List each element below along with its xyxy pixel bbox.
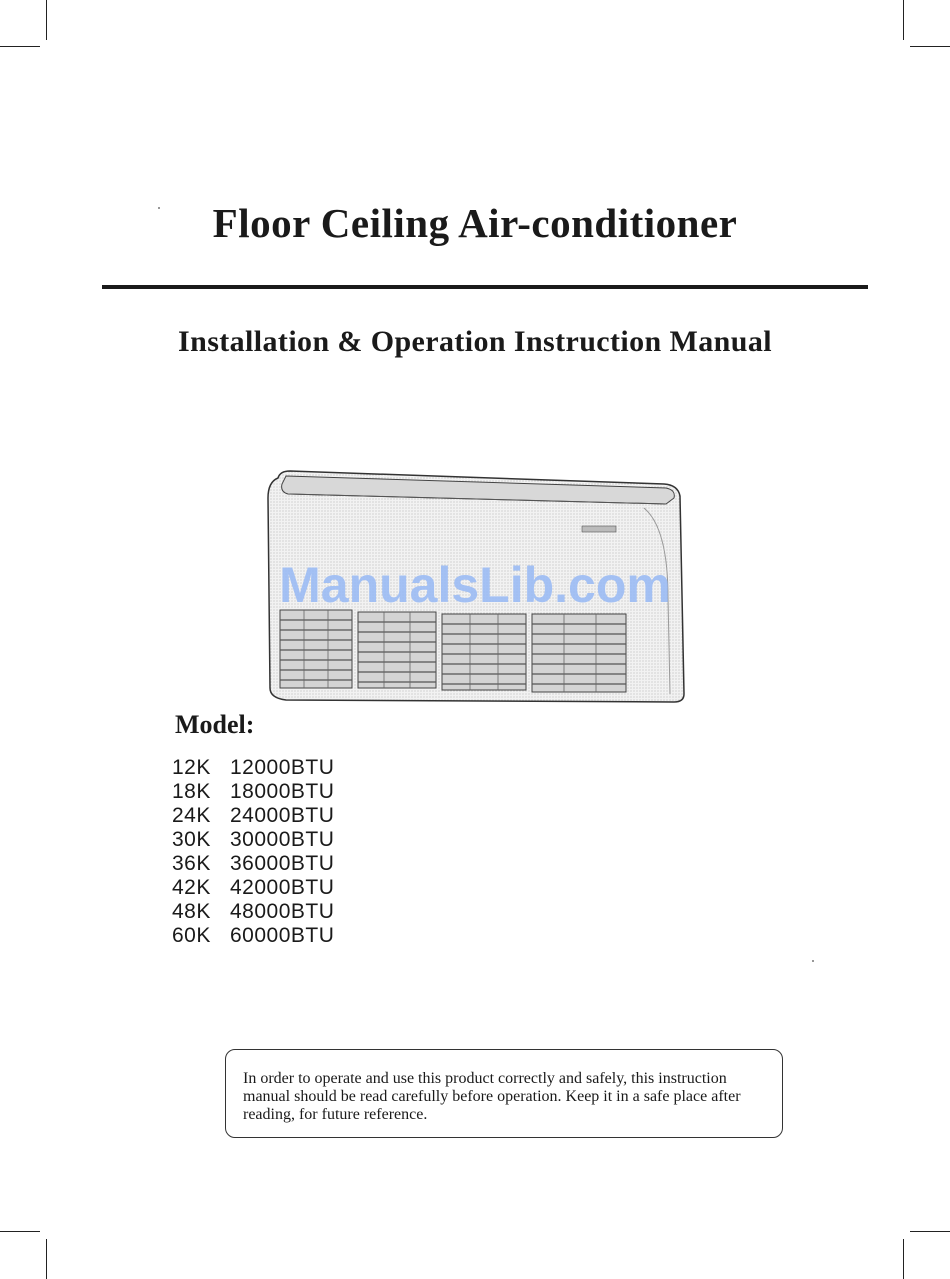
model-capacity: 36000BTU [230,852,335,875]
model-code: 36K [172,852,211,875]
document-title: Floor Ceiling Air-conditioner [212,200,738,247]
model-row [172,828,334,852]
model-row [172,876,334,900]
crop-mark-bottom-left-v [46,1239,47,1279]
model-row [172,852,334,876]
model-code: 24K [172,804,211,827]
model-code: 60K [172,924,211,947]
model-capacity: 42000BTU [230,876,335,899]
model-capacity: 12000BTU [230,756,335,779]
crop-mark-top-right-v [903,0,904,40]
safety-notice-box [225,1049,783,1138]
model-row [172,780,334,804]
model-code: 42K [172,876,211,899]
model-row [172,804,334,828]
title-divider [102,285,868,289]
model-capacity: 60000BTU [230,924,335,947]
model-row [172,756,334,780]
model-capacity: 30000BTU [230,828,335,851]
crop-mark-bottom-left-h [0,1231,40,1232]
scan-speck [812,960,814,962]
crop-mark-top-right-h [910,46,950,47]
document-subtitle: Installation & Operation Instruction Manual [178,324,772,358]
model-row [172,900,334,924]
model-row [172,924,334,948]
model-code: 30K [172,828,211,851]
crop-mark-top-left-v [46,0,47,40]
model-code: 18K [172,780,211,803]
model-list [172,756,334,948]
crop-mark-bottom-right-v [903,1239,904,1279]
model-capacity: 18000BTU [230,780,335,803]
model-capacity: 24000BTU [230,804,335,827]
watermark-text: ManualsLib.com [279,557,671,613]
model-heading: Model: [175,710,255,739]
safety-notice-text: In order to operate and use this product correctly and safely, this instruction manual should be read carefully before operation. Keep it in a safe place after reading, for future reference. [243,1070,741,1123]
model-capacity: 48000BTU [230,900,335,923]
model-code: 12K [172,756,211,779]
crop-mark-top-left-h [0,46,40,47]
crop-mark-bottom-right-h [910,1231,950,1232]
model-code: 48K [172,900,211,923]
